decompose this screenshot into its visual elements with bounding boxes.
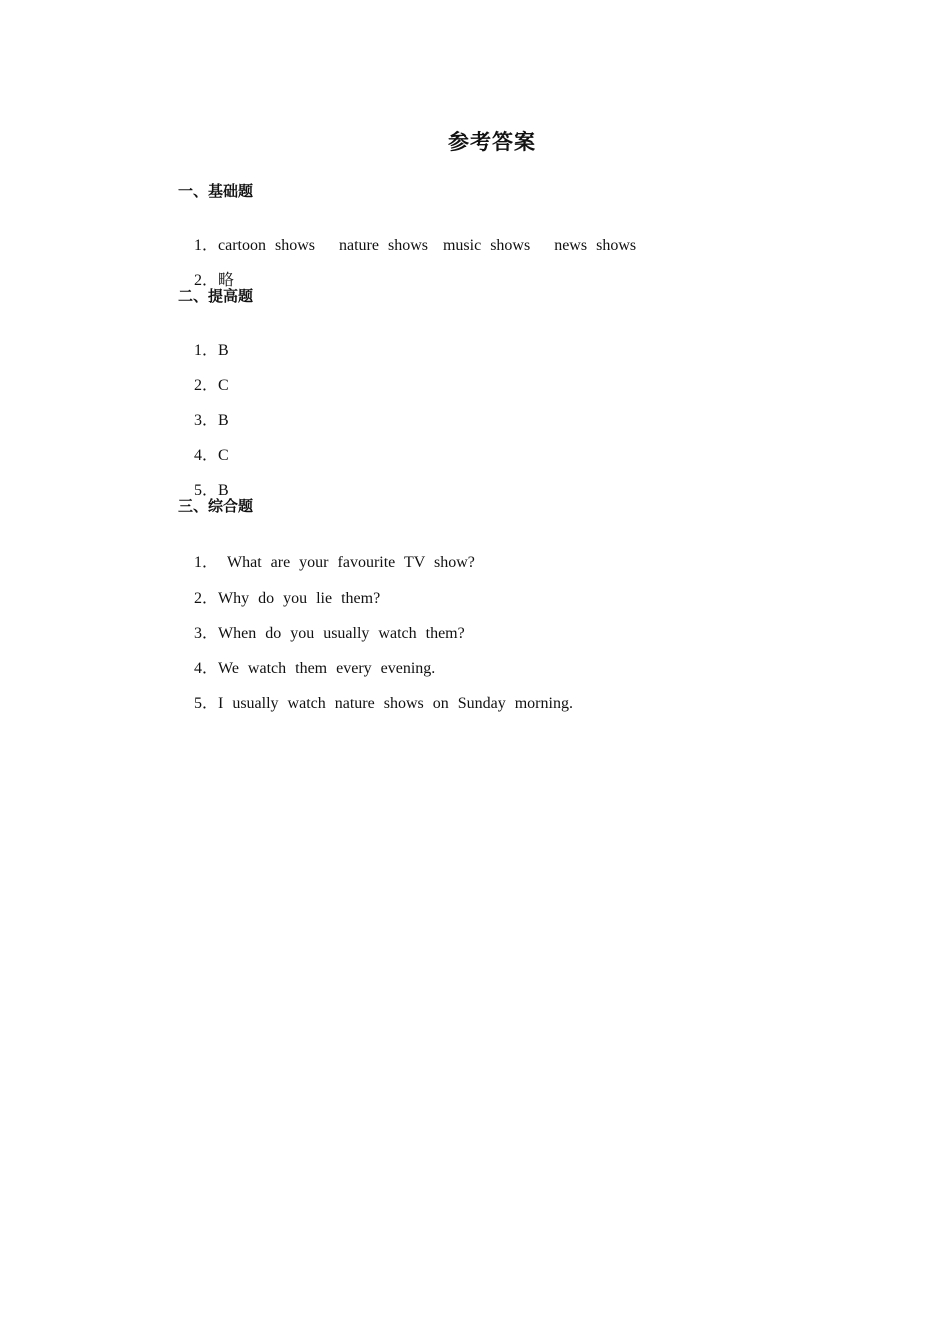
item-number: 2． <box>194 272 219 289</box>
item-number: 1． <box>194 342 219 359</box>
answer-part: music shows <box>442 237 531 254</box>
item-number: 3． <box>194 412 219 429</box>
answer-text: B <box>218 412 229 429</box>
answer-text: When do you usually watch them? <box>218 625 465 642</box>
answer-text: 略 <box>218 272 235 289</box>
item-number: 3． <box>194 625 219 642</box>
answer-item <box>178 674 573 734</box>
answer-text: Why do you lie them? <box>218 590 381 607</box>
answer-text: B <box>218 482 229 499</box>
answer-text: B <box>218 342 229 359</box>
answer-part: news shows <box>554 237 637 254</box>
answer-text: I usually watch nature shows on Sunday morning. <box>218 695 573 712</box>
item-number: 4． <box>194 447 219 464</box>
answer-part: cartoon shows <box>218 237 315 254</box>
item-number: 2． <box>194 377 219 394</box>
section-heading-basic: 一、基础题 <box>178 182 254 200</box>
item-number: 1． <box>194 237 219 254</box>
section-heading-advanced: 二、提高题 <box>178 287 254 305</box>
answer-text: C <box>218 377 229 394</box>
item-number: 5． <box>194 482 219 499</box>
item-number: 2． <box>194 590 219 607</box>
item-number: 4． <box>194 660 219 677</box>
item-number: 5． <box>194 695 219 712</box>
section-heading-comprehensive: 三、综合题 <box>178 497 254 515</box>
page-title: 参考答案 <box>448 130 536 154</box>
answer-text: C <box>218 447 229 464</box>
answer-text: What are your favourite TV show? <box>227 554 475 571</box>
answer-part: nature shows <box>338 237 428 254</box>
item-number: 1． <box>194 554 219 571</box>
answer-text: We watch them every evening. <box>218 660 436 677</box>
answer-item <box>178 216 636 276</box>
